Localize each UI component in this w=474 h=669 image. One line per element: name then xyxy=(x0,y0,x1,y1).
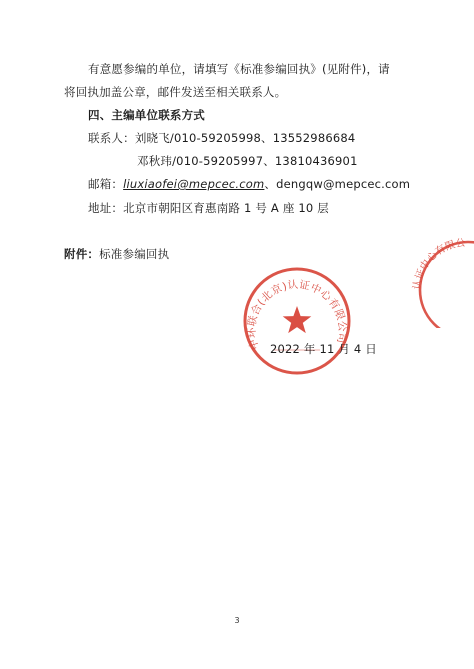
address-value: 北京市朝阳区育惠南路 1 号 A 座 10 层 xyxy=(123,201,329,215)
address-label: 地址： xyxy=(88,201,124,215)
attachment-row xyxy=(64,247,169,261)
seal-star-icon xyxy=(283,306,312,333)
date-line: 2022 年 11 月 4 日 xyxy=(270,342,377,356)
contacts-label: 联系人： xyxy=(88,131,135,145)
partial-stamp-text: 认证中心有限公 xyxy=(411,237,467,291)
page-number: 3 xyxy=(234,616,240,625)
email-address-2: dengqw@mepcec.com xyxy=(276,177,411,191)
paragraph-line-2: 将回执加盖公章，邮件发送至相关联系人。 xyxy=(64,85,287,99)
paragraph-line-1: 有意愿参编的单位，请填写《标准参编回执》(见附件)，请 xyxy=(88,62,390,76)
email-row xyxy=(88,177,410,191)
contacts-row-1 xyxy=(88,131,355,145)
address-row xyxy=(88,201,329,215)
seal-org-text: 中环联合(北京)认证中心有限公司 xyxy=(245,278,349,352)
contact-person-1: 刘晓飞/010-59205998、13552986684 xyxy=(134,131,356,145)
email-label: 邮箱： xyxy=(88,177,124,191)
partial-stamp xyxy=(410,232,474,328)
attachment-value: 标准参编回执 xyxy=(99,247,170,261)
attachment-label: 附件： xyxy=(64,247,100,261)
contact-person-2: 邓秋玮/010-59205997、13810436901 xyxy=(137,154,358,168)
section-heading: 四、主编单位联系方式 xyxy=(88,108,205,122)
email-separator: 、 xyxy=(264,177,277,191)
official-seal xyxy=(238,262,356,380)
email-link-1[interactable]: liuxiaofei@mepcec.com xyxy=(123,177,265,191)
